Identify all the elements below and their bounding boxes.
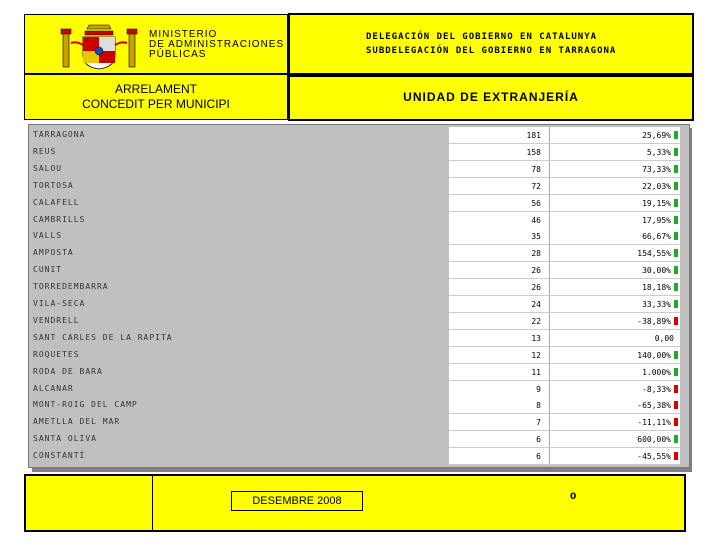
municipality-name: VALLS [33, 231, 63, 241]
trend-down-icon [674, 418, 678, 426]
percent-value: -11,11% [637, 418, 671, 428]
count-cell [449, 195, 549, 212]
percent-value: 73,33% [642, 164, 671, 174]
municipality-name: CUNIT [33, 265, 63, 275]
delegation-line-1: DELEGACIÓN DEL GOBIERNO EN CATALUNYA [366, 32, 598, 42]
municipality-name: VENDRELL [33, 315, 80, 325]
count-cell [449, 381, 549, 398]
municipality-name: AMETLLA DEL MAR [33, 417, 121, 427]
table-row [29, 364, 689, 381]
percent-cell [549, 212, 680, 229]
municipality-name: VILA-SECA [33, 299, 86, 308]
ministry-line-1: MINISTERIO [149, 29, 218, 40]
table-row [29, 313, 689, 330]
percent-cell [549, 431, 680, 448]
percent-cell [549, 279, 680, 296]
percent-value: 17,95% [642, 215, 671, 225]
count-cell [449, 279, 549, 296]
count-cell [449, 364, 549, 381]
trend-up-icon [674, 283, 678, 291]
table-row [29, 296, 689, 313]
unit-title: UNIDAD DE EXTRANJERÍA [288, 75, 694, 121]
table-row [29, 195, 689, 212]
count-cell [449, 228, 549, 245]
municipality-name: AMPOSTA [33, 248, 74, 258]
percent-cell [549, 178, 680, 195]
percent-cell [549, 161, 680, 178]
trend-up-icon [674, 266, 678, 274]
municipality-name: REUS [33, 146, 57, 156]
trend-up-icon [674, 199, 678, 207]
municipality-name: RODA DE BARA [33, 366, 103, 376]
percent-cell [549, 127, 680, 144]
count-value: 7 [536, 418, 541, 428]
count-value: 8 [536, 401, 541, 411]
table-row [29, 279, 689, 296]
trend-down-icon [674, 401, 678, 409]
municipality-name: MONT-ROIG DEL CAMP [33, 400, 138, 410]
count-value: 13 [531, 333, 541, 343]
trend-down-icon [674, 385, 678, 393]
percent-value: 600,00% [637, 435, 671, 445]
percent-value: 19,15% [642, 198, 671, 208]
trend-up-icon [674, 148, 678, 156]
municipality-name: CALAFELL [33, 197, 80, 207]
trend-up-icon [674, 300, 678, 308]
municipality-name: TORREDEMBARRA [33, 282, 109, 292]
count-cell [449, 262, 549, 279]
percent-cell [549, 448, 680, 465]
count-cell [449, 161, 549, 178]
percent-cell [549, 397, 680, 414]
footer-divider [152, 476, 153, 530]
footer-panel [24, 474, 686, 532]
percent-value: 18,18% [642, 283, 671, 293]
percent-value: 154,55% [637, 249, 671, 259]
table-row [29, 431, 689, 448]
count-value: 35 [531, 232, 541, 242]
table-row [29, 245, 689, 262]
table-row [29, 178, 689, 195]
trend-up-icon [674, 232, 678, 240]
municipality-name: ROQUETES [33, 349, 80, 359]
count-cell [449, 296, 549, 313]
count-cell [449, 144, 549, 161]
count-value: 11 [531, 367, 541, 377]
percent-cell [549, 313, 680, 330]
percent-cell [549, 364, 680, 381]
percent-value: 140,00% [637, 350, 671, 360]
table-row [29, 127, 689, 144]
percent-value: 22,03% [642, 181, 671, 191]
municipality-name: TORTOSA [33, 180, 74, 190]
count-value: 72 [531, 181, 541, 191]
percent-value: -8,33% [642, 384, 671, 394]
table-row [29, 161, 689, 178]
percent-cell [549, 195, 680, 212]
percent-value: 30,00% [642, 266, 671, 276]
report-title-line-1: ARRELAMENT [114, 82, 197, 96]
footer-total: 0 [570, 492, 577, 502]
municipality-name: CAMBRILLS [33, 214, 86, 224]
percent-cell [549, 347, 680, 364]
count-value: 6 [536, 435, 541, 445]
count-value: 28 [531, 249, 541, 259]
trend-up-icon [674, 351, 678, 359]
count-value: 6 [536, 452, 541, 462]
percent-cell [549, 330, 680, 347]
count-cell [449, 330, 549, 347]
table-row [29, 144, 689, 161]
trend-up-icon [674, 435, 678, 443]
municipality-name: SANT CARLES DE LA RAPITA [33, 332, 173, 342]
percent-value: -38,89% [637, 316, 671, 326]
report-title-line-2: CONCEDIT PER MUNICIPI [82, 97, 230, 111]
municipality-name: SANTA OLIVA [33, 434, 97, 444]
percent-value: 0,00 [654, 333, 674, 343]
trend-up-icon [674, 182, 678, 190]
municipality-name: CONSTANTÍ [33, 451, 86, 461]
count-value: 181 [526, 131, 541, 140]
count-cell [449, 414, 549, 431]
table-row [29, 330, 689, 347]
count-value: 158 [526, 147, 541, 157]
percent-cell [549, 144, 680, 161]
ministry-line-3: PÚBLICAS [149, 49, 207, 60]
trend-down-icon [674, 317, 678, 325]
trend-up-icon [674, 368, 678, 376]
count-cell [449, 313, 549, 330]
table-row [29, 414, 689, 431]
percent-cell [549, 245, 680, 262]
percent-value: -65,38% [637, 401, 671, 411]
report-title-panel [24, 74, 288, 120]
table-row [29, 448, 689, 465]
ministry-header-panel [24, 14, 288, 74]
count-cell [449, 397, 549, 414]
municipality-name: ALCANAR [33, 383, 74, 393]
count-cell [449, 127, 549, 144]
count-value: 9 [536, 384, 541, 394]
count-cell [449, 431, 549, 448]
delegation-header-panel [288, 13, 694, 75]
trend-up-icon [674, 165, 678, 173]
count-value: 22 [531, 316, 541, 326]
percent-cell [549, 262, 680, 279]
count-cell [449, 448, 549, 465]
percent-cell [549, 381, 680, 398]
trend-up-icon [674, 249, 678, 257]
percent-cell [549, 296, 680, 313]
percent-cell [549, 414, 680, 431]
count-value: 78 [531, 164, 541, 174]
delegation-line-2: SUBDELEGACIÓN DEL GOBIERNO EN TARRAGONA [366, 46, 617, 56]
municipality-name: SALOU [33, 163, 63, 173]
count-value: 46 [531, 215, 541, 225]
count-cell [449, 245, 549, 262]
table-row [29, 212, 689, 229]
percent-value: 33,33% [642, 300, 671, 309]
count-value: 26 [531, 283, 541, 293]
table-row [29, 228, 689, 245]
table-row [29, 397, 689, 414]
ministry-line-2: DE ADMINISTRACIONES [149, 39, 285, 50]
municipality-table [28, 124, 690, 468]
count-value: 26 [531, 266, 541, 276]
count-value: 56 [531, 198, 541, 208]
percent-value: 25,69% [642, 131, 671, 140]
count-value: 24 [531, 300, 541, 309]
coat-of-arms-icon [59, 23, 139, 71]
trend-up-icon [674, 131, 678, 139]
count-cell [449, 178, 549, 195]
percent-value: 1.000% [642, 367, 671, 377]
table-row [29, 347, 689, 364]
report-date: DESEMBRE 2008 [231, 491, 363, 511]
count-cell [449, 212, 549, 229]
count-value: 12 [531, 350, 541, 360]
municipality-name: TARRAGONA [33, 130, 86, 139]
table-row [29, 262, 689, 279]
table-row [29, 381, 689, 398]
trend-up-icon [674, 216, 678, 224]
percent-value: -45,55% [637, 452, 671, 462]
trend-down-icon [674, 452, 678, 460]
percent-value: 5,33% [646, 147, 671, 157]
count-cell [449, 347, 549, 364]
percent-cell [549, 228, 680, 245]
ministry-name [149, 30, 284, 60]
percent-value: 66,67% [642, 232, 671, 242]
